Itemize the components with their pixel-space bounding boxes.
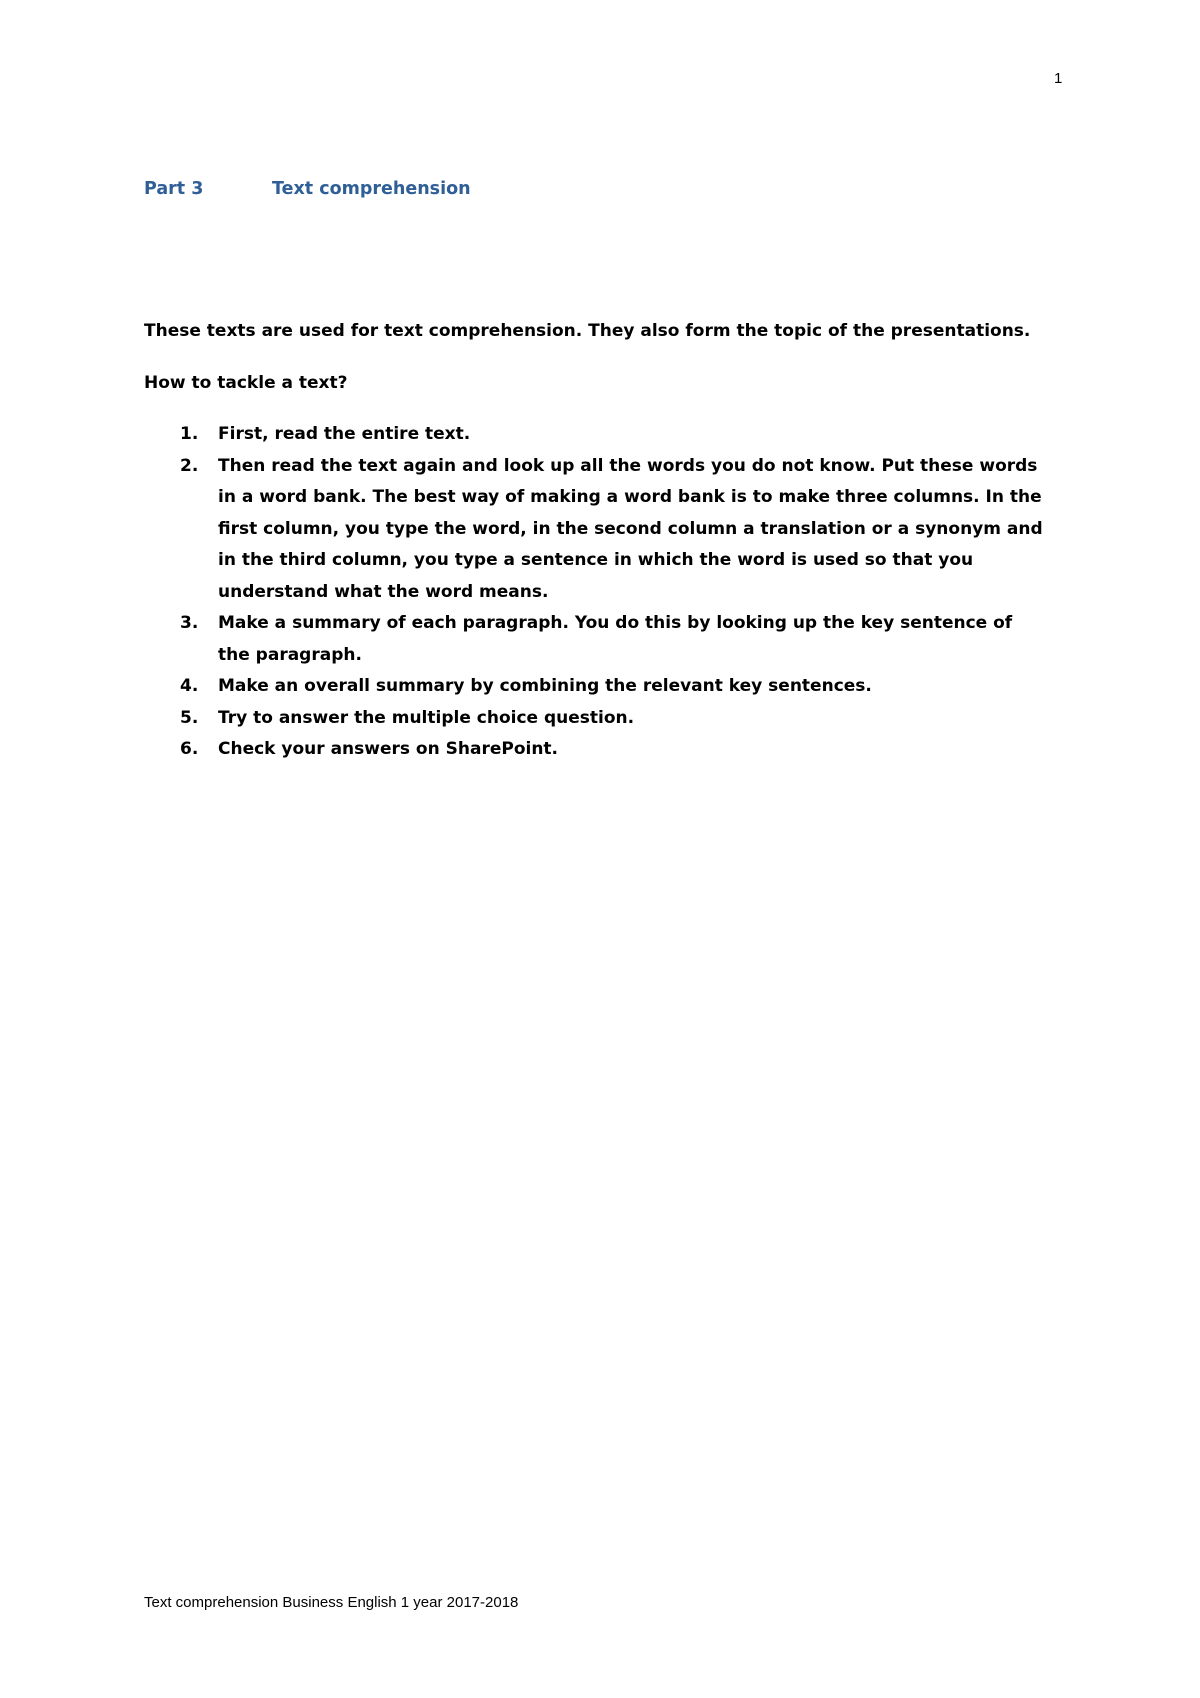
list-item-number: 3.: [180, 613, 199, 633]
list-item-number: 4.: [180, 676, 199, 696]
body-content: [144, 316, 1049, 766]
steps-list: [144, 419, 1049, 766]
list-item: [144, 734, 1049, 766]
part-label: Part 3: [144, 179, 204, 199]
how-to-question: How to tackle a text?: [144, 372, 348, 393]
list-item-number: 2.: [180, 455, 199, 476]
list-item-text: Make a summary of each paragraph. You do this by looking up the key sentence of the paragraph.: [218, 613, 1013, 665]
page-number: 1: [1054, 70, 1063, 87]
list-item: [144, 671, 1049, 703]
list-item-text: Check your answers on SharePoint.: [218, 739, 559, 759]
list-item-text: Then read the text again and look up all the words you do not know. Put these words in a word bank. The best way of making a word bank is to make three columns. In the first column, you type the word, in the second column a translation or a synonym and in the third column, you type a sentence in which the word is used so that you understand what the word means.: [218, 455, 1043, 602]
part-title: Text comprehension: [272, 179, 471, 199]
list-item-text: First, read the entire text.: [218, 424, 471, 444]
list-item-number: 5.: [180, 707, 199, 728]
list-item-number: 1.: [180, 424, 199, 444]
list-item: [144, 703, 1049, 735]
list-item: [144, 451, 1049, 609]
list-item: [144, 419, 1049, 451]
list-item-text: Try to answer the multiple choice question.: [218, 707, 635, 728]
page-footer: Text comprehension Business English 1 year 2017-2018: [144, 1594, 519, 1611]
list-item-text: Make an overall summary by combining the relevant key sentences.: [218, 676, 872, 696]
list-item: [144, 608, 1049, 671]
list-item-number: 6.: [180, 739, 199, 759]
intro-paragraph: These texts are used for text comprehension. They also form the topic of the presentations.: [144, 321, 1031, 341]
